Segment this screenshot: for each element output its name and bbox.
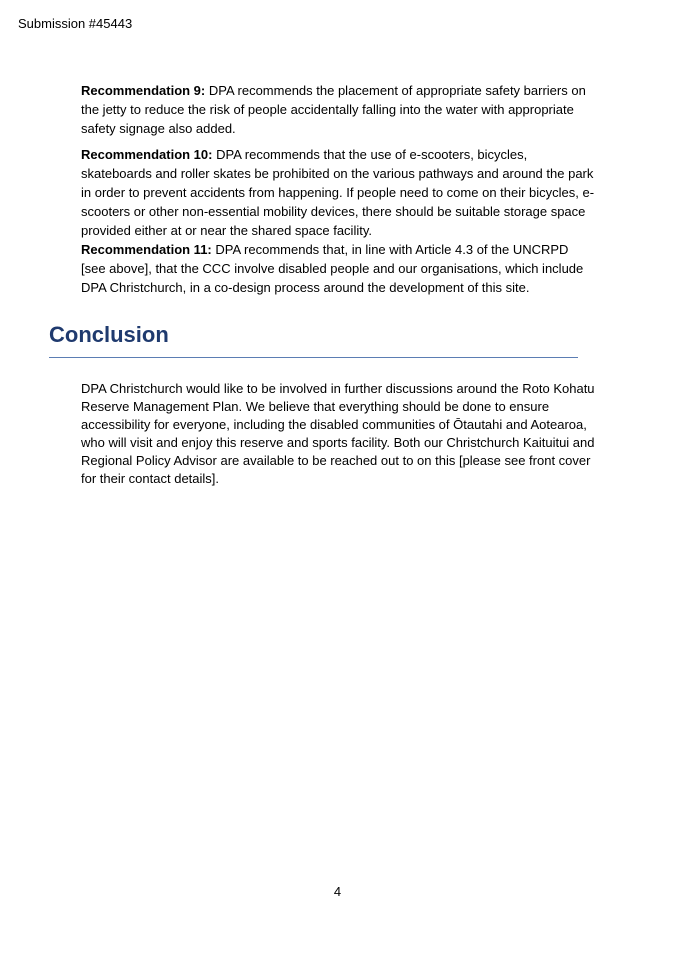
submission-id: Submission #45443: [18, 16, 133, 31]
recommendation-11-label: Recommendation 11:: [81, 242, 212, 257]
recommendation-10-label: Recommendation 10:: [81, 147, 213, 162]
conclusion-body: DPA Christchurch would like to be involved in further discussions around the Roto Kohatu Reserve Management Plan. We believe that everything should be done to ensure accessibility for everyone, including the disabled communities of Ōtautahi and Aotearoa, who will visit and enjoy this reserve and sports facility. Both our Christchurch Kaituitui and Regional Policy Advisor are available to be reached out to on this [please see front cover for their contact details].: [81, 381, 595, 486]
recommendation-9-text: DPA recommends the placement of appropriate safety barriers on the jetty to reduce the risk of people accidentally falling into the water with appropriate safety signage also added.: [81, 83, 586, 136]
recommendations-section: [81, 81, 595, 297]
recommendation-11: [81, 240, 595, 297]
recommendation-9-label: Recommendation 9:: [81, 83, 206, 98]
conclusion-heading: Conclusion: [49, 322, 578, 358]
recommendation-10-text: DPA recommends that the use of e-scooters, bicycles, skateboards and roller skates be prohibited on the various pathways and around the park in order to prevent accidents from happening. If people need to come on their bicycles, e-scooters or other non-essential mobility devices, there should be suitable storage space provided either at or near the shared space facility.: [81, 147, 595, 238]
recommendation-11-text: DPA recommends that, in line with Article 4.3 of the UNCRPD [see above], that the CCC involve disabled people and our organisations, which include DPA Christchurch, in a co-design process around the development of this site.: [81, 242, 584, 295]
page-number: 4: [333, 884, 342, 899]
recommendation-10: [81, 145, 595, 240]
recommendation-9: [81, 81, 595, 138]
